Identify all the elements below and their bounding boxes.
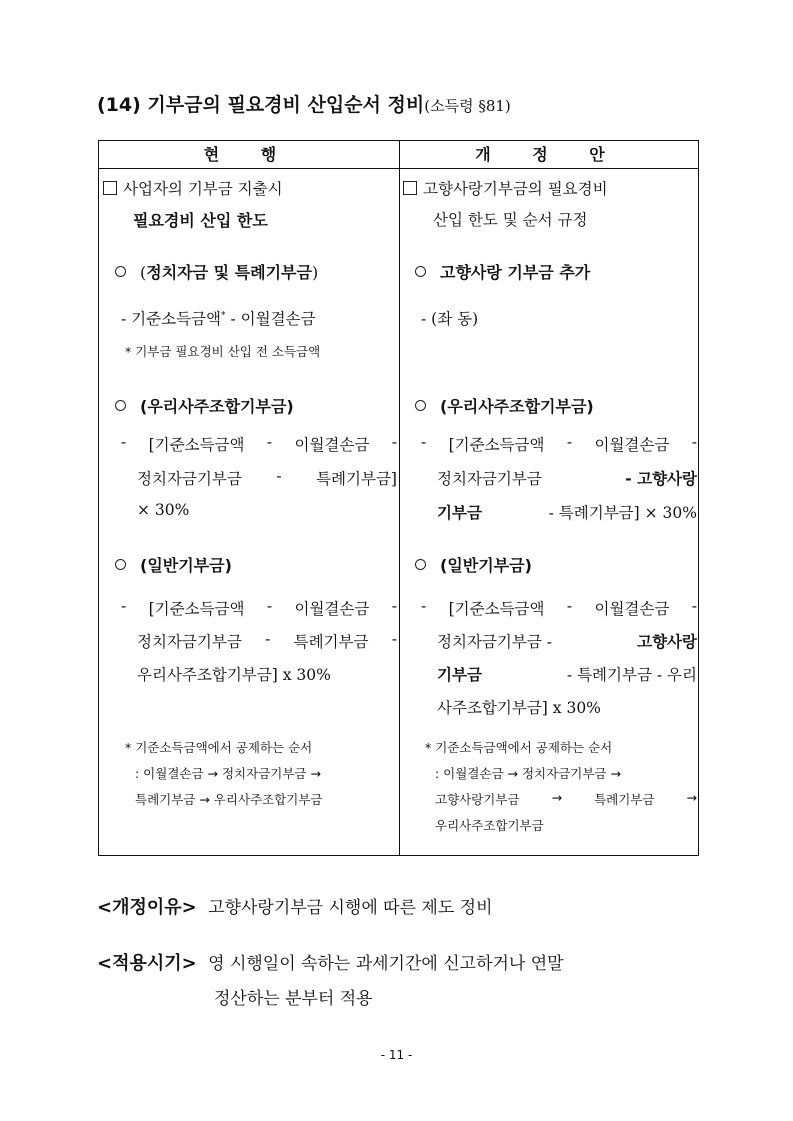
- section-title-ref: (소득령 §81): [424, 97, 511, 115]
- left-note-line3: 특례기부금 → 우리사주조합기부금: [135, 792, 323, 807]
- header-current: 현 행: [203, 145, 295, 164]
- right-intro-line2: 산입 한도 및 순서 규정: [433, 211, 588, 229]
- revision-reason-text: 고향사랑기부금 시행에 따른 제도 정비: [208, 898, 493, 918]
- circle-bullet-icon: [415, 400, 426, 411]
- left-sec2-line3: × 30%: [137, 501, 190, 519]
- circle-bullet-icon: [115, 559, 126, 570]
- revision-reason-label: <개정이유>: [97, 897, 197, 918]
- right-sec1-heading: 고향사랑 기부금 추가: [415, 260, 590, 283]
- header-proposed: 개 정 안: [475, 145, 623, 164]
- right-note-line1: * 기준소득금액에서 공제하는 순서: [425, 740, 613, 755]
- left-intro-line1: 사업자의 기부금 지출시: [103, 177, 283, 199]
- effective-date-text-2: 정산하는 분부터 적용: [214, 989, 373, 1009]
- right-note-line3: 고향사랑기부금 → 특례기부금 →: [435, 790, 697, 807]
- right-sec3-line4: 사주조합기부금] x 30%: [437, 699, 601, 717]
- left-sec1-heading: (정치자금 및 특례기부금): [115, 260, 318, 283]
- right-intro-line1: 고향사랑기부금의 필요경비: [403, 177, 608, 199]
- left-sec2-line1: - [기준소득금액 - 이월결손금 -: [121, 433, 397, 454]
- right-sec3-line2: 정치자금기부금 - 고향사랑: [437, 633, 697, 651]
- right-sec3-line1: - [기준소득금액 - 이월결손금 -: [421, 597, 697, 618]
- left-sec3-line3: 우리사주조합기부금] x 30%: [137, 666, 331, 684]
- section-title: [97, 90, 511, 117]
- left-sec3-line2: 정치자금기부금 - 특례기부금 -: [137, 630, 397, 651]
- left-sec2-heading: (우리사주조합기부금): [115, 394, 294, 417]
- effective-date: [97, 949, 564, 975]
- effective-date-label: <적용시기>: [97, 953, 197, 974]
- right-sec3-line3: 기부금 - 특례기부금 - 우리: [437, 666, 697, 684]
- column-divider: [399, 141, 400, 855]
- left-note-line1: * 기준소득금액에서 공제하는 순서: [125, 740, 313, 755]
- checkbox-square-icon: [403, 181, 417, 195]
- revision-reason: [97, 893, 493, 919]
- effective-date-text-1: 영 시행일이 속하는 과세기간에 신고하거나 연말: [208, 954, 564, 974]
- right-sec3-heading: (일반기부금): [415, 553, 532, 576]
- right-sec2-heading: (우리사주조합기부금): [415, 394, 594, 417]
- right-sec2-line1: - [기준소득금액 - 이월결손금 -: [421, 433, 697, 454]
- left-sec1-note: * 기부금 필요경비 산입 전 소득금액: [125, 344, 321, 359]
- right-note-line4: 우리사주조합기부금: [435, 818, 544, 833]
- circle-bullet-icon: [415, 559, 426, 570]
- circle-bullet-icon: [115, 400, 126, 411]
- circle-bullet-icon: [415, 266, 426, 277]
- checkbox-square-icon: [103, 181, 117, 195]
- comparison-table: [98, 140, 699, 856]
- left-intro-line2: 필요경비 산입 한도: [133, 211, 268, 230]
- page-number: - 11 -: [380, 1048, 413, 1062]
- left-sec3-heading: (일반기부금): [115, 553, 232, 576]
- section-title-main: (14) 기부금의 필요경비 산입순서 정비: [97, 94, 425, 116]
- circle-bullet-icon: [115, 266, 126, 277]
- right-note-line2: : 이월결손금 → 정치자금기부금 →: [435, 766, 621, 781]
- left-note-line2: : 이월결손금 → 정치자금기부금 →: [135, 766, 321, 781]
- left-sec1-line: - 기준소득금액* - 이월결손금: [121, 310, 316, 328]
- right-sec1-line: - (좌 동): [421, 310, 479, 328]
- right-sec2-line2: 정치자금기부금 - 고향사랑: [437, 470, 697, 488]
- left-sec3-line1: - [기준소득금액 - 이월결손금 -: [121, 597, 397, 618]
- right-sec2-line3: 기부금 - 특례기부금] × 30%: [437, 504, 697, 522]
- left-sec2-line2: 정치자금기부금 - 특례기부금]: [137, 467, 397, 488]
